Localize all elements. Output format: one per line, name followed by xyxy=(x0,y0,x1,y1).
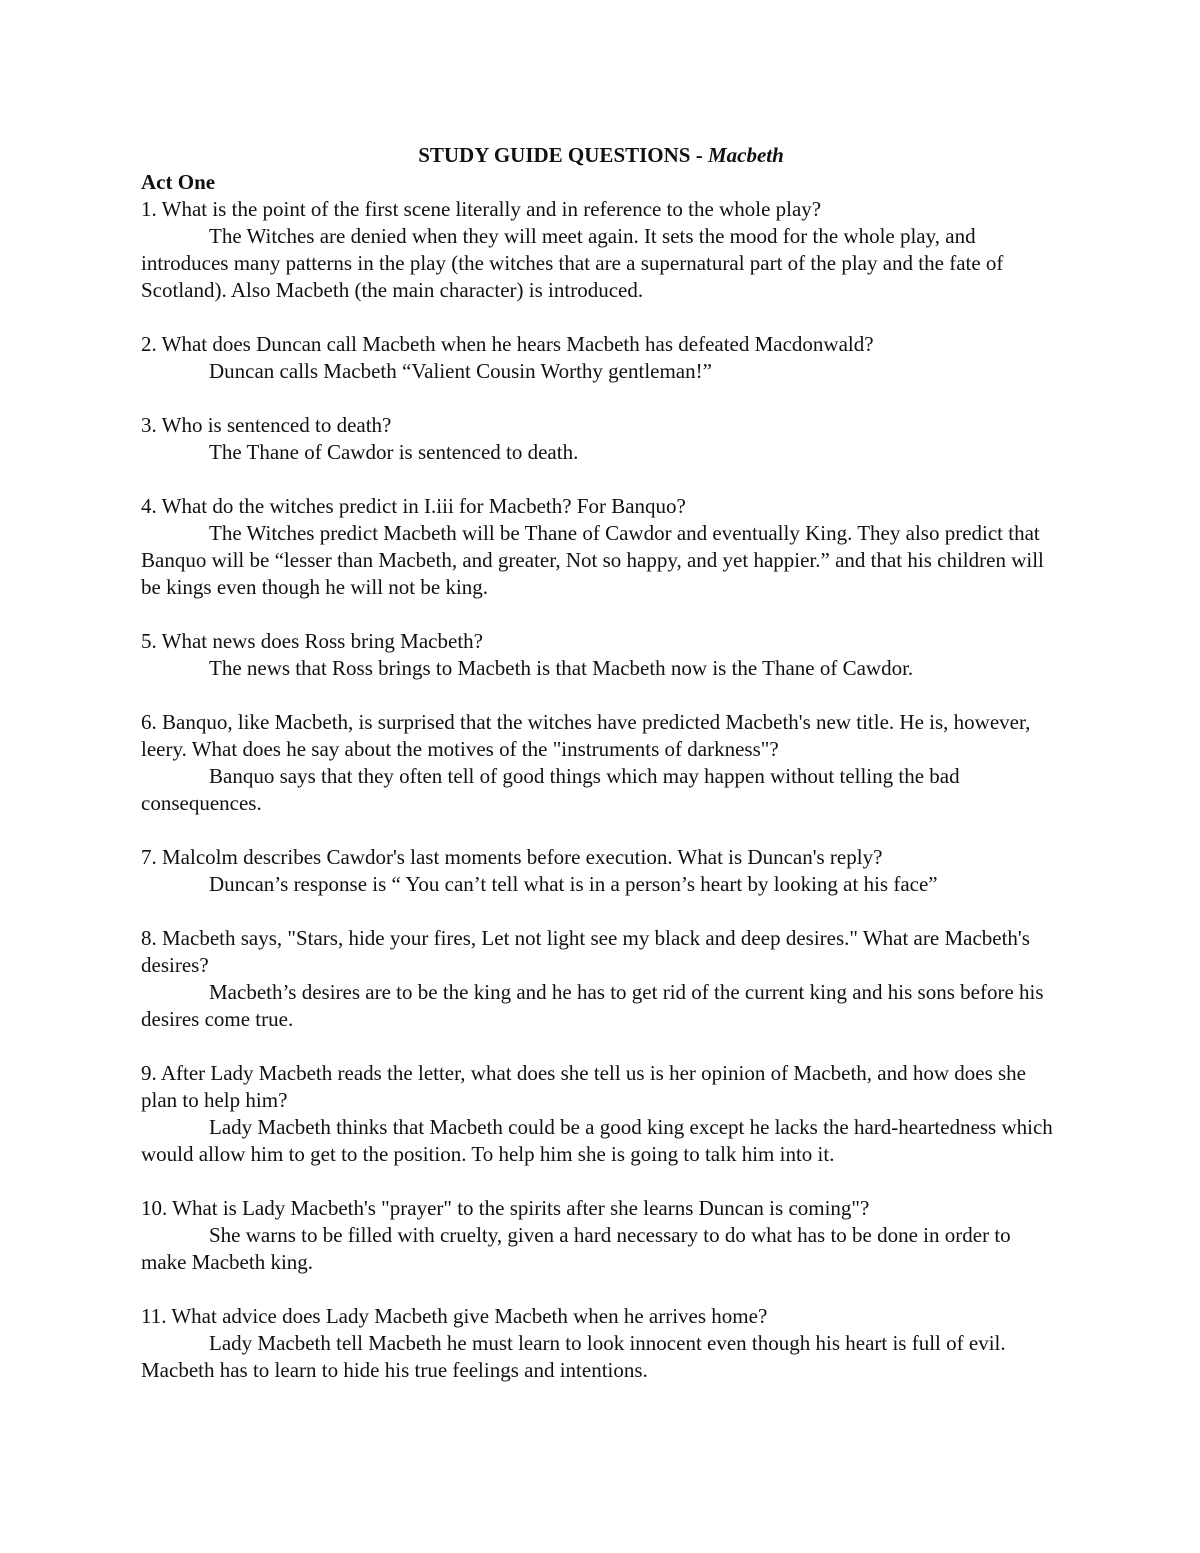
answer-text: She warns to be filled with cruelty, given a hard necessary to do what has to be done in order to make Macbeth king. xyxy=(141,1223,1011,1274)
question-block-10 xyxy=(141,1195,1061,1276)
question-text: 5. What news does Ross bring Macbeth? xyxy=(141,629,483,653)
question-text: 7. Malcolm describes Cawdor's last moments before execution. What is Duncan's reply? xyxy=(141,845,883,869)
question-text: 9. After Lady Macbeth reads the letter, what does she tell us is her opinion of Macbeth, and how does she plan to help him? xyxy=(141,1061,1027,1112)
question-block-8 xyxy=(141,925,1061,1033)
answer-text: Duncan calls Macbeth “Valient Cousin Worthy gentleman!” xyxy=(209,359,712,383)
question-block-9 xyxy=(141,1060,1061,1168)
question-text: 6. Banquo, like Macbeth, is surprised that the witches have predicted Macbeth's new title. He is, however, leery. What does he say about the motives of the "instruments of darkness"? xyxy=(141,710,1031,761)
document-page xyxy=(141,142,1061,1411)
question-block-6 xyxy=(141,709,1061,817)
question-text: 2. What does Duncan call Macbeth when he hears Macbeth has defeated Macdonwald? xyxy=(141,332,874,356)
question-block-11 xyxy=(141,1303,1061,1384)
question-block-7 xyxy=(141,844,1061,898)
question-block-3 xyxy=(141,412,1061,466)
act-heading: Act One xyxy=(141,170,216,194)
question-text: 10. What is Lady Macbeth's "prayer" to the spirits after she learns Duncan is coming"? xyxy=(141,1196,870,1220)
answer-text: Banquo says that they often tell of good things which may happen without telling the bad consequences. xyxy=(141,764,960,815)
question-text: 11. What advice does Lady Macbeth give Macbeth when he arrives home? xyxy=(141,1304,768,1328)
question-text: 8. Macbeth says, "Stars, hide your fires, Let not light see my black and deep desires." What are Macbeth's desires? xyxy=(141,926,1030,977)
answer-text: The Thane of Cawdor is sentenced to death. xyxy=(209,440,579,464)
question-text: 4. What do the witches predict in I.iii for Macbeth? For Banquo? xyxy=(141,494,686,518)
answer-text: The news that Ross brings to Macbeth is that Macbeth now is the Thane of Cawdor. xyxy=(209,656,914,680)
answer-text: Lady Macbeth thinks that Macbeth could be a good king except he lacks the hard-heartedness which would allow him to get to the position. To help him she is going to talk him into it. xyxy=(141,1115,1053,1166)
title-main: STUDY GUIDE QUESTIONS - xyxy=(418,143,708,167)
answer-text: The Witches predict Macbeth will be Thane of Cawdor and eventually King. They also predict that Banquo will be “lesser than Macbeth, and greater, Not so happy, and yet happier.” and that his children will be kings even though he will not be king. xyxy=(141,521,1044,599)
answer-text: Macbeth’s desires are to be the king and he has to get rid of the current king and his sons before his desires come true. xyxy=(141,980,1044,1031)
answer-text: Lady Macbeth tell Macbeth he must learn to look innocent even though his heart is full of evil. Macbeth has to learn to hide his true feelings and intentions. xyxy=(141,1331,1006,1382)
question-block-5 xyxy=(141,628,1061,682)
page-title xyxy=(141,142,1061,169)
question-text: 1. What is the point of the first scene literally and in reference to the whole play? xyxy=(141,197,822,221)
question-text: 3. Who is sentenced to death? xyxy=(141,413,392,437)
answer-text: Duncan’s response is “ You can’t tell what is in a person’s heart by looking at his face” xyxy=(209,872,938,896)
question-block-1 xyxy=(141,196,1061,304)
question-block-2 xyxy=(141,331,1061,385)
answer-text: The Witches are denied when they will meet again. It sets the mood for the whole play, and introduces many patterns in the play (the witches that are a supernatural part of the play and the fate of Scotland). Also Macbeth (the main character) is introduced. xyxy=(141,224,1004,302)
title-work: Macbeth xyxy=(707,143,784,167)
question-block-4 xyxy=(141,493,1061,601)
